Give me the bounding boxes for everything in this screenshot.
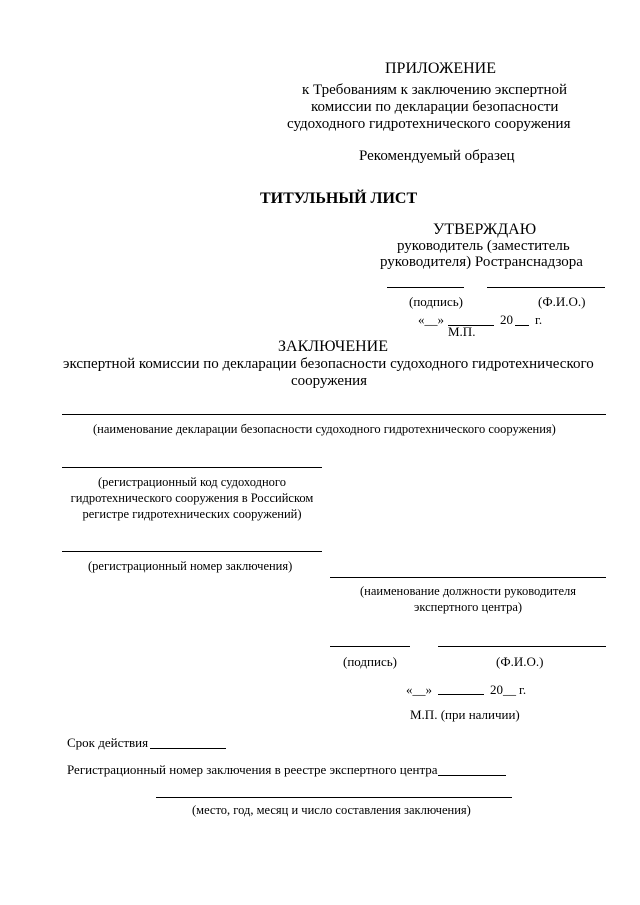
appendix-line-1: к Требованиям к заключению экспертной: [302, 82, 568, 98]
reg-code-label-1: (регистрационный код судоходного: [98, 475, 286, 489]
reg-code-line[interactable]: [62, 467, 322, 468]
declaration-name-label: (наименование декларации безопасности судоходного гидротехнического сооружения): [93, 422, 556, 436]
approve-date-suffix: г.: [535, 312, 543, 327]
validity-label: Срок действия: [67, 735, 149, 750]
conclusion-line-1: экспертной комиссии по декларации безопасности судоходного гидротехнического: [63, 356, 594, 372]
approve-stamp: М.П.: [448, 324, 476, 339]
approve-heading: УТВЕРЖДАЮ: [433, 221, 537, 238]
reg-code-label-3: регистре гидротехнических сооружений): [82, 507, 302, 521]
approve-line-1: руководитель (заместитель: [397, 238, 570, 254]
approve-date-year-line[interactable]: [515, 325, 529, 326]
conclusion-line-2: сооружения: [291, 373, 368, 389]
signature2-line[interactable]: [330, 646, 410, 647]
appendix-title: ПРИЛОЖЕНИЕ: [385, 60, 497, 77]
approve-date-year: 20: [500, 312, 513, 327]
conclusion-heading: ЗАКЛЮЧЕНИЕ: [278, 338, 388, 355]
place-date-label: (место, год, месяц и число составления заключения): [192, 803, 471, 817]
approve-signature-label: (подпись): [409, 294, 463, 309]
approve-fio-line[interactable]: [487, 287, 605, 288]
validity-line[interactable]: [150, 748, 226, 749]
head-position-label-2: экспертного центра): [413, 600, 523, 614]
signature2-date-suffix: г.: [519, 682, 527, 697]
reg-code-label-2: гидротехнического сооружения в Российском: [70, 491, 314, 505]
approve-fio-label: (Ф.И.О.): [538, 294, 586, 309]
declaration-name-line[interactable]: [62, 414, 606, 415]
signature2-label: (подпись): [343, 654, 397, 669]
appendix-line-2: комиссии по декларации безопасности: [311, 99, 559, 115]
recommended-sample: Рекомендуемый образец: [359, 148, 515, 164]
approve-date-day: «__»: [418, 312, 444, 327]
signature2-fio-label: (Ф.И.О.): [496, 654, 544, 669]
registry-number-line[interactable]: [438, 775, 506, 776]
appendix-line-3: судоходного гидротехнического сооружения: [287, 116, 571, 132]
title-page-heading: ТИТУЛЬНЫЙ ЛИСТ: [260, 190, 418, 207]
head-position-label-1: (наименование должности руководителя: [360, 584, 576, 598]
reg-number-line[interactable]: [62, 551, 322, 552]
signature2-date-day: «__»: [406, 682, 432, 697]
approve-signature-line[interactable]: [387, 287, 464, 288]
signature2-fio-line[interactable]: [438, 646, 606, 647]
head-position-line[interactable]: [330, 577, 606, 578]
signature2-date-month-line[interactable]: [438, 694, 484, 695]
registry-number-label: Регистрационный номер заключения в реестре экспертного центра: [67, 762, 438, 777]
reg-number-label: (регистрационный номер заключения): [88, 559, 293, 573]
signature2-stamp: М.П. (при наличии): [410, 707, 520, 722]
place-date-line[interactable]: [156, 797, 512, 798]
approve-line-2: руководителя) Ространснадзора: [380, 254, 583, 270]
signature2-date-year: 20__: [490, 682, 516, 697]
